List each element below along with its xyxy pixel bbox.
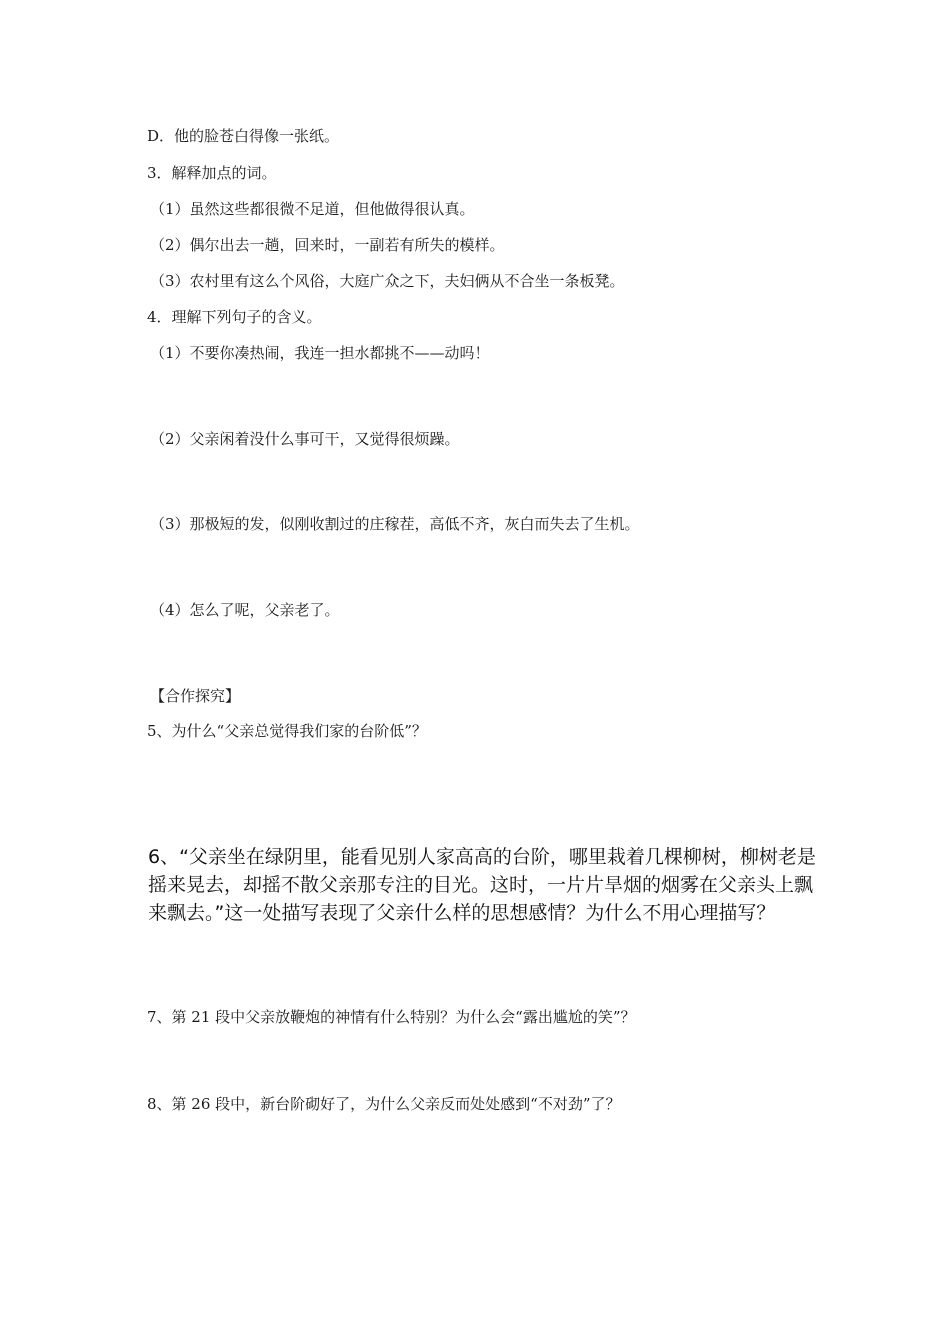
question-7: 7、第 21 段中父亲放鞭炮的神情有什么特别？为什么会“露出尴尬的笑”？: [147, 1008, 636, 1026]
section-heading: 【合作探究】: [150, 687, 241, 705]
question-6-line-2: 摇来晃去，却摇不散父亲那专注的目光。这时，一片片旱烟的烟雾在父亲头上飘: [148, 874, 814, 896]
question-8: 8、第 26 段中，新台阶砌好了，为什么父亲反而处处感到“不对劲”了？: [147, 1095, 621, 1113]
question-3-item-1: （1）虽然这些都很微不足道，但他做得很认真。: [150, 200, 475, 218]
question-5: 5、为什么“父亲总觉得我们家的台阶低”？: [147, 722, 427, 740]
question-3-item-3: （3）农村里有这么个风俗，大庭广众之下，夫妇俩从不合坐一条板凳。: [150, 272, 625, 290]
question-6-line-3: 来飘去。”这一处描写表现了父亲什么样的思想感情？为什么不用心理描写？: [148, 902, 776, 924]
question-4-title: 4．理解下列句子的含义。: [147, 308, 322, 326]
question-4-item-4: （4）怎么了呢，父亲老了。: [150, 601, 340, 619]
option-d: D．他的脸苍白得像一张纸。: [147, 127, 340, 145]
question-4-item-2: （2）父亲闲着没什么事可干，又觉得很烦躁。: [150, 430, 460, 448]
question-3-item-2: （2）偶尔出去一趟，回来时，一副若有所失的模样。: [150, 236, 505, 254]
question-3-title: 3．解释加点的词。: [147, 164, 277, 182]
question-4-item-1: （1）不要你凑热闹，我连一担水都挑不——动吗！: [150, 344, 490, 362]
question-4-item-3: （3）那极短的发，似刚收割过的庄稼茬，高低不齐，灰白而失去了生机。: [150, 515, 640, 533]
question-6-line-1: 6、“父亲坐在绿阴里，能看见别人家高高的台阶，哪里栽着几棵柳树，柳树老是: [148, 846, 816, 868]
